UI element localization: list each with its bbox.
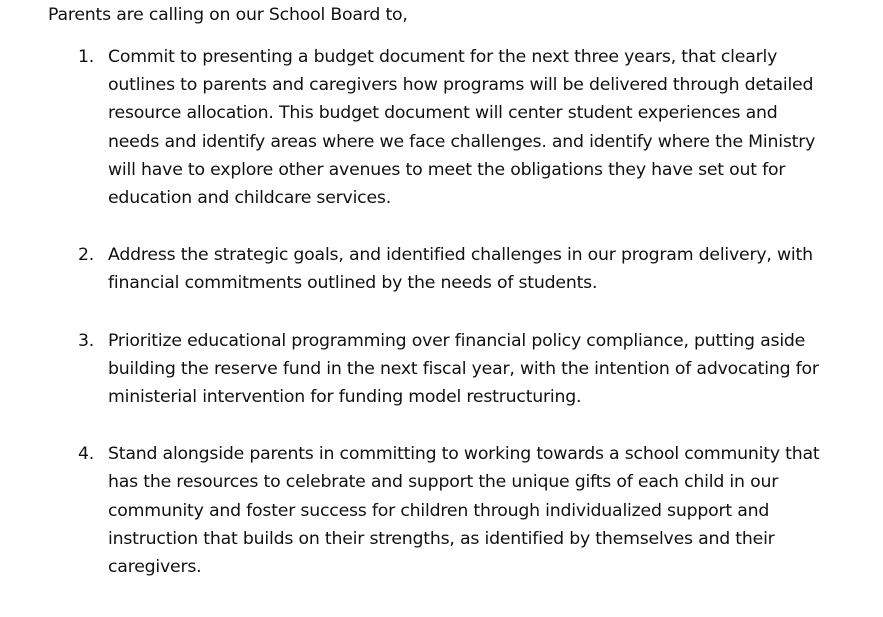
list-item-text: Stand alongside parents in committing to working towards a school community that has the resources to celebrate and support the unique gifts of each child in our community and foster success for children through individualized support and instruction that builds on their strengths, as identified by themselves and their caregivers. <box>108 444 820 578</box>
list-item <box>0 43 883 212</box>
demands-list <box>0 43 883 610</box>
list-item-number: 4. <box>78 444 95 465</box>
list-item-text: Address the strategic goals, and identified challenges in our program delivery, with financial commitments outlined by the needs of students. <box>108 245 813 294</box>
list-item-number: 3. <box>78 330 95 351</box>
list-item-number: 2. <box>78 245 95 266</box>
list-item <box>0 440 883 581</box>
list-item-text: Commit to presenting a budget document for the next three years, that clearly outlines to parents and caregivers how programs will be delivered through detailed resource allocation. This budget document will center student experiences and needs and identify areas where we face challenges. and identify where the Ministry will have to explore other avenues to meet the obligations they have set out for education and childcare services. <box>108 47 816 209</box>
intro-text: Parents are calling on our School Board to, <box>48 5 408 25</box>
list-item-number: 1. <box>78 47 95 67</box>
list-item <box>0 327 883 412</box>
list-item <box>0 241 883 297</box>
list-item-text: Prioritize educational programming over financial policy compliance, putting aside building the reserve fund in the next fiscal year, with the intention of advocating for ministerial intervention for funding model restructuring. <box>108 330 819 408</box>
